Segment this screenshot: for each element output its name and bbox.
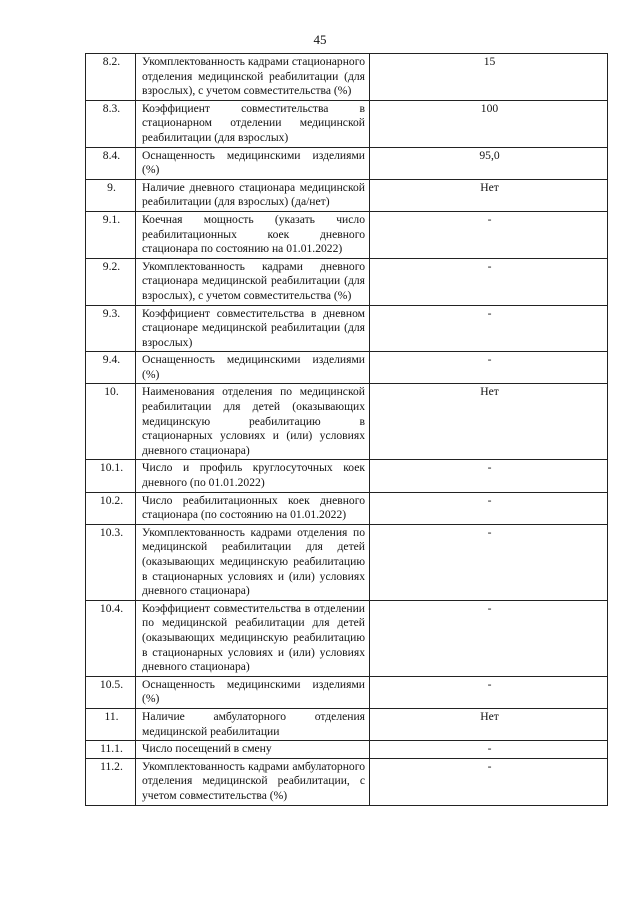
row-number: 10.3. [86,524,136,600]
row-indicator-name: Коечная мощность (указать число реабилитационных коек дневного стационара по состоянию на 01.01.2022) [136,211,370,258]
row-indicator-name: Число посещений в смену [136,741,370,759]
table-row [86,492,608,524]
row-value: - [370,524,608,600]
table-row [86,741,608,759]
row-indicator-name: Оснащенность медицинскими изделиями (%) [136,352,370,384]
table-row [86,708,608,740]
table-row [86,258,608,305]
row-indicator-name: Коэффициент совместительства в стационарном отделении медицинской реабилитации (для взрослых) [136,100,370,147]
row-number: 9.4. [86,352,136,384]
row-indicator-name: Оснащенность медицинскими изделиями (%) [136,676,370,708]
row-value: - [370,492,608,524]
row-indicator-name: Укомплектованность кадрами дневного стационара медицинской реабилитации (для взрослых), с учетом совместительства (%) [136,258,370,305]
row-value: - [370,352,608,384]
table-row [86,211,608,258]
row-value: 100 [370,100,608,147]
row-number: 8.4. [86,147,136,179]
table-row [86,147,608,179]
row-number: 10.4. [86,600,136,676]
row-number: 10. [86,384,136,460]
row-number: 11.2. [86,758,136,805]
row-indicator-name: Коэффициент совместительства в отделении по медицинской реабилитации для детей (оказывающих медицинскую реабилитацию в стационарных условиях и (или) условиях дневного стационара) [136,600,370,676]
row-indicator-name: Наличие дневного стационара медицинской реабилитации (для взрослых) (да/нет) [136,179,370,211]
table-row [86,600,608,676]
row-number: 8.2. [86,54,136,101]
row-indicator-name: Оснащенность медицинскими изделиями (%) [136,147,370,179]
table-row [86,179,608,211]
row-indicator-name: Наименования отделения по медицинской реабилитации для детей (оказывающих медицинскую реабилитацию в стационарных условиях и (или) условиях дневного стационара) [136,384,370,460]
row-number: 9.2. [86,258,136,305]
row-number: 11.1. [86,741,136,759]
row-indicator-name: Укомплектованность кадрами стационарного отделения медицинской реабилитации (для взрослых), с учетом совместительства (%) [136,54,370,101]
row-number: 9.3. [86,305,136,352]
row-value: - [370,211,608,258]
row-value: 15 [370,54,608,101]
row-number: 10.2. [86,492,136,524]
table-row [86,758,608,805]
data-table [85,53,608,806]
row-value: - [370,258,608,305]
table-row [86,676,608,708]
table-row [86,305,608,352]
row-indicator-name: Укомплектованность кадрами отделения по медицинской реабилитации для детей (оказывающих медицинскую реабилитацию в стационарных условиях и (или) условиях дневного стационара) [136,524,370,600]
row-value: 95,0 [370,147,608,179]
row-indicator-name: Коэффициент совместительства в дневном стационаре медицинской реабилитации (для взрослых) [136,305,370,352]
row-number: 9. [86,179,136,211]
row-value: - [370,758,608,805]
row-indicator-name: Число и профиль круглосуточных коек дневного (по 01.01.2022) [136,460,370,492]
page-number: 45 [313,32,327,47]
table-row [86,100,608,147]
table-row [86,524,608,600]
row-indicator-name: Число реабилитационных коек дневного стационара (по состоянию на 01.01.2022) [136,492,370,524]
row-indicator-name: Наличие амбулаторного отделения медицинской реабилитации [136,708,370,740]
table-row [86,384,608,460]
row-value: - [370,676,608,708]
row-indicator-name: Укомплектованность кадрами амбулаторного отделения медицинской реабилитации, с учетом совместительства (%) [136,758,370,805]
table-row [86,460,608,492]
row-value: - [370,600,608,676]
row-number: 9.1. [86,211,136,258]
table-row [86,54,608,101]
table-row [86,352,608,384]
row-number: 10.1. [86,460,136,492]
row-value: Нет [370,708,608,740]
row-value: Нет [370,384,608,460]
row-number: 11. [86,708,136,740]
row-number: 10.5. [86,676,136,708]
row-number: 8.3. [86,100,136,147]
row-value: - [370,460,608,492]
row-value: Нет [370,179,608,211]
table-body [86,54,608,806]
row-value: - [370,741,608,759]
row-value: - [370,305,608,352]
